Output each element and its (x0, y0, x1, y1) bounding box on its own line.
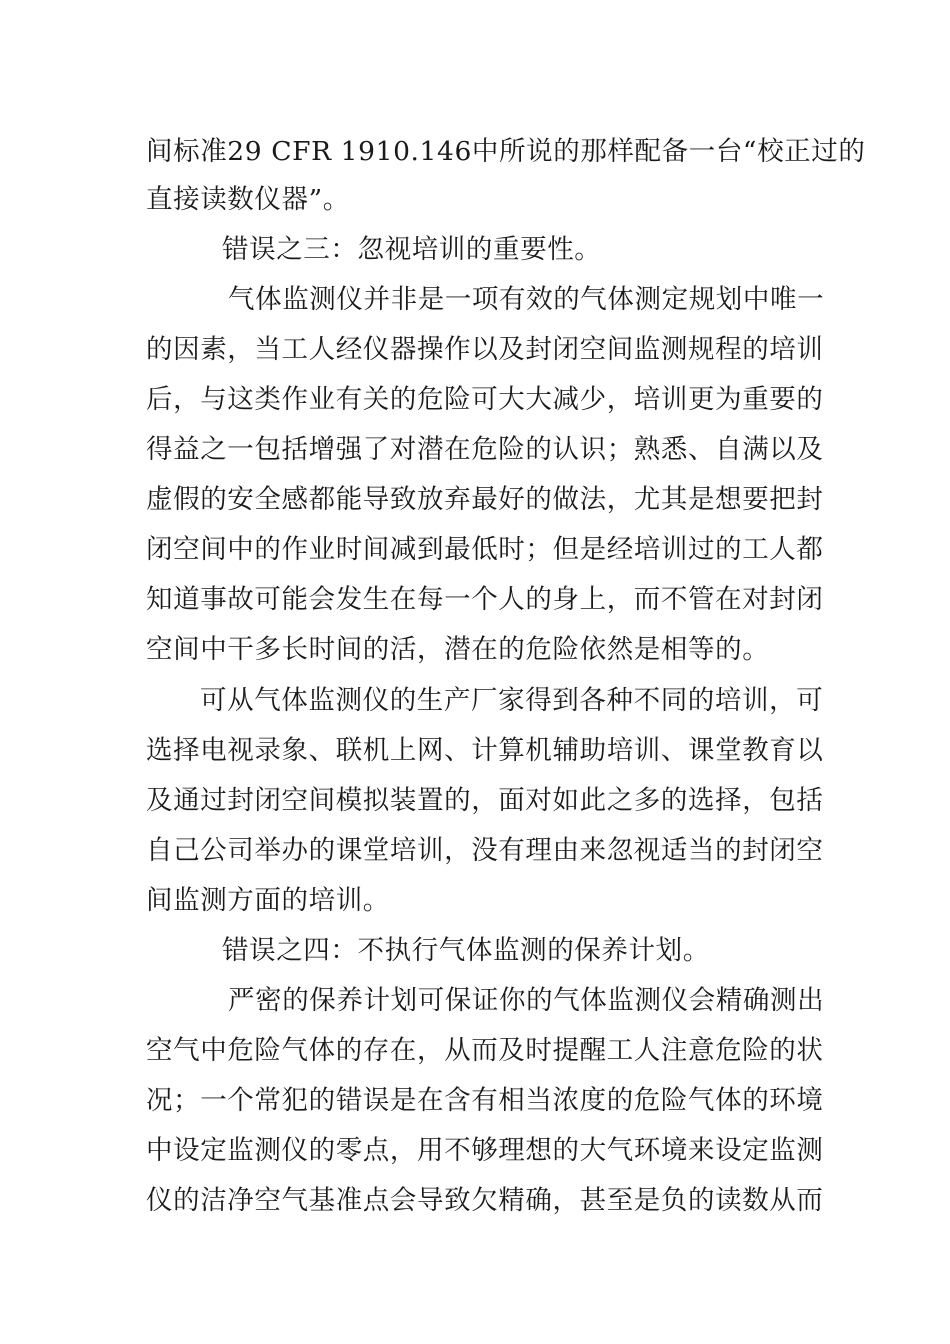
body-text-line: 选择电视录象、联机上网、计算机辅助培训、课堂教育以 (146, 735, 824, 766)
body-text-line: 知道事故可能会发生在每一个人的身上，而不管在对封闭 (146, 584, 824, 615)
body-text-line: 气体监测仪并非是一项有效的气体测定规划中唯一 (228, 284, 825, 315)
body-text-line: 仪的洁净空气基准点会导致欠精确，甚至是负的读数从而 (146, 1185, 824, 1216)
body-text-line: 可从气体监测仪的生产厂家得到各种不同的培训，可 (200, 685, 824, 716)
body-text-line: 严密的保养计划可保证你的气体监测仪会精确测出 (228, 985, 825, 1016)
body-text-line: 后，与这类作业有关的危险可大大减少，培训更为重要的 (146, 384, 824, 415)
body-text-line: 空间中干多长时间的活，潜在的危险依然是相等的。 (146, 634, 770, 665)
body-text-line: 间监测方面的培训。 (146, 885, 390, 916)
body-text-line: 虚假的安全感都能导致放弃最好的做法，尤其是想要把封 (146, 484, 824, 515)
body-text-line: 况；一个常犯的错误是在含有相当浓度的危险气体的环境 (146, 1085, 824, 1116)
body-text-line: 得益之一包括增强了对潜在危险的认识；熟悉、自满以及 (146, 434, 824, 465)
body-text-line: 空气中危险气体的存在，从而及时提醒工人注意危险的状 (146, 1035, 824, 1066)
body-text-line: 直接读数仪器”。 (146, 184, 350, 215)
body-text-line: 自己公司举办的课堂培训，没有理由来忽视适当的封闭空 (146, 835, 824, 866)
body-text-line: 间标准29 CFR 1910.146中所说的那样配备一台“校正过的 (146, 136, 866, 167)
section-heading: 错误之四：不执行气体监测的保养计划。 (222, 935, 710, 966)
body-text-line: 的因素，当工人经仪器操作以及封闭空间监测规程的培训 (146, 334, 824, 365)
section-heading: 错误之三：忽视培训的重要性。 (222, 234, 602, 265)
body-text-line: 中设定监测仪的零点，用不够理想的大气环境来设定监测 (146, 1135, 824, 1166)
body-text-line: 及通过封闭空间模拟装置的，面对如此之多的选择，包括 (146, 785, 824, 816)
body-text-line: 闭空间中的作业时间减到最低时；但是经培训过的工人都 (146, 534, 824, 565)
